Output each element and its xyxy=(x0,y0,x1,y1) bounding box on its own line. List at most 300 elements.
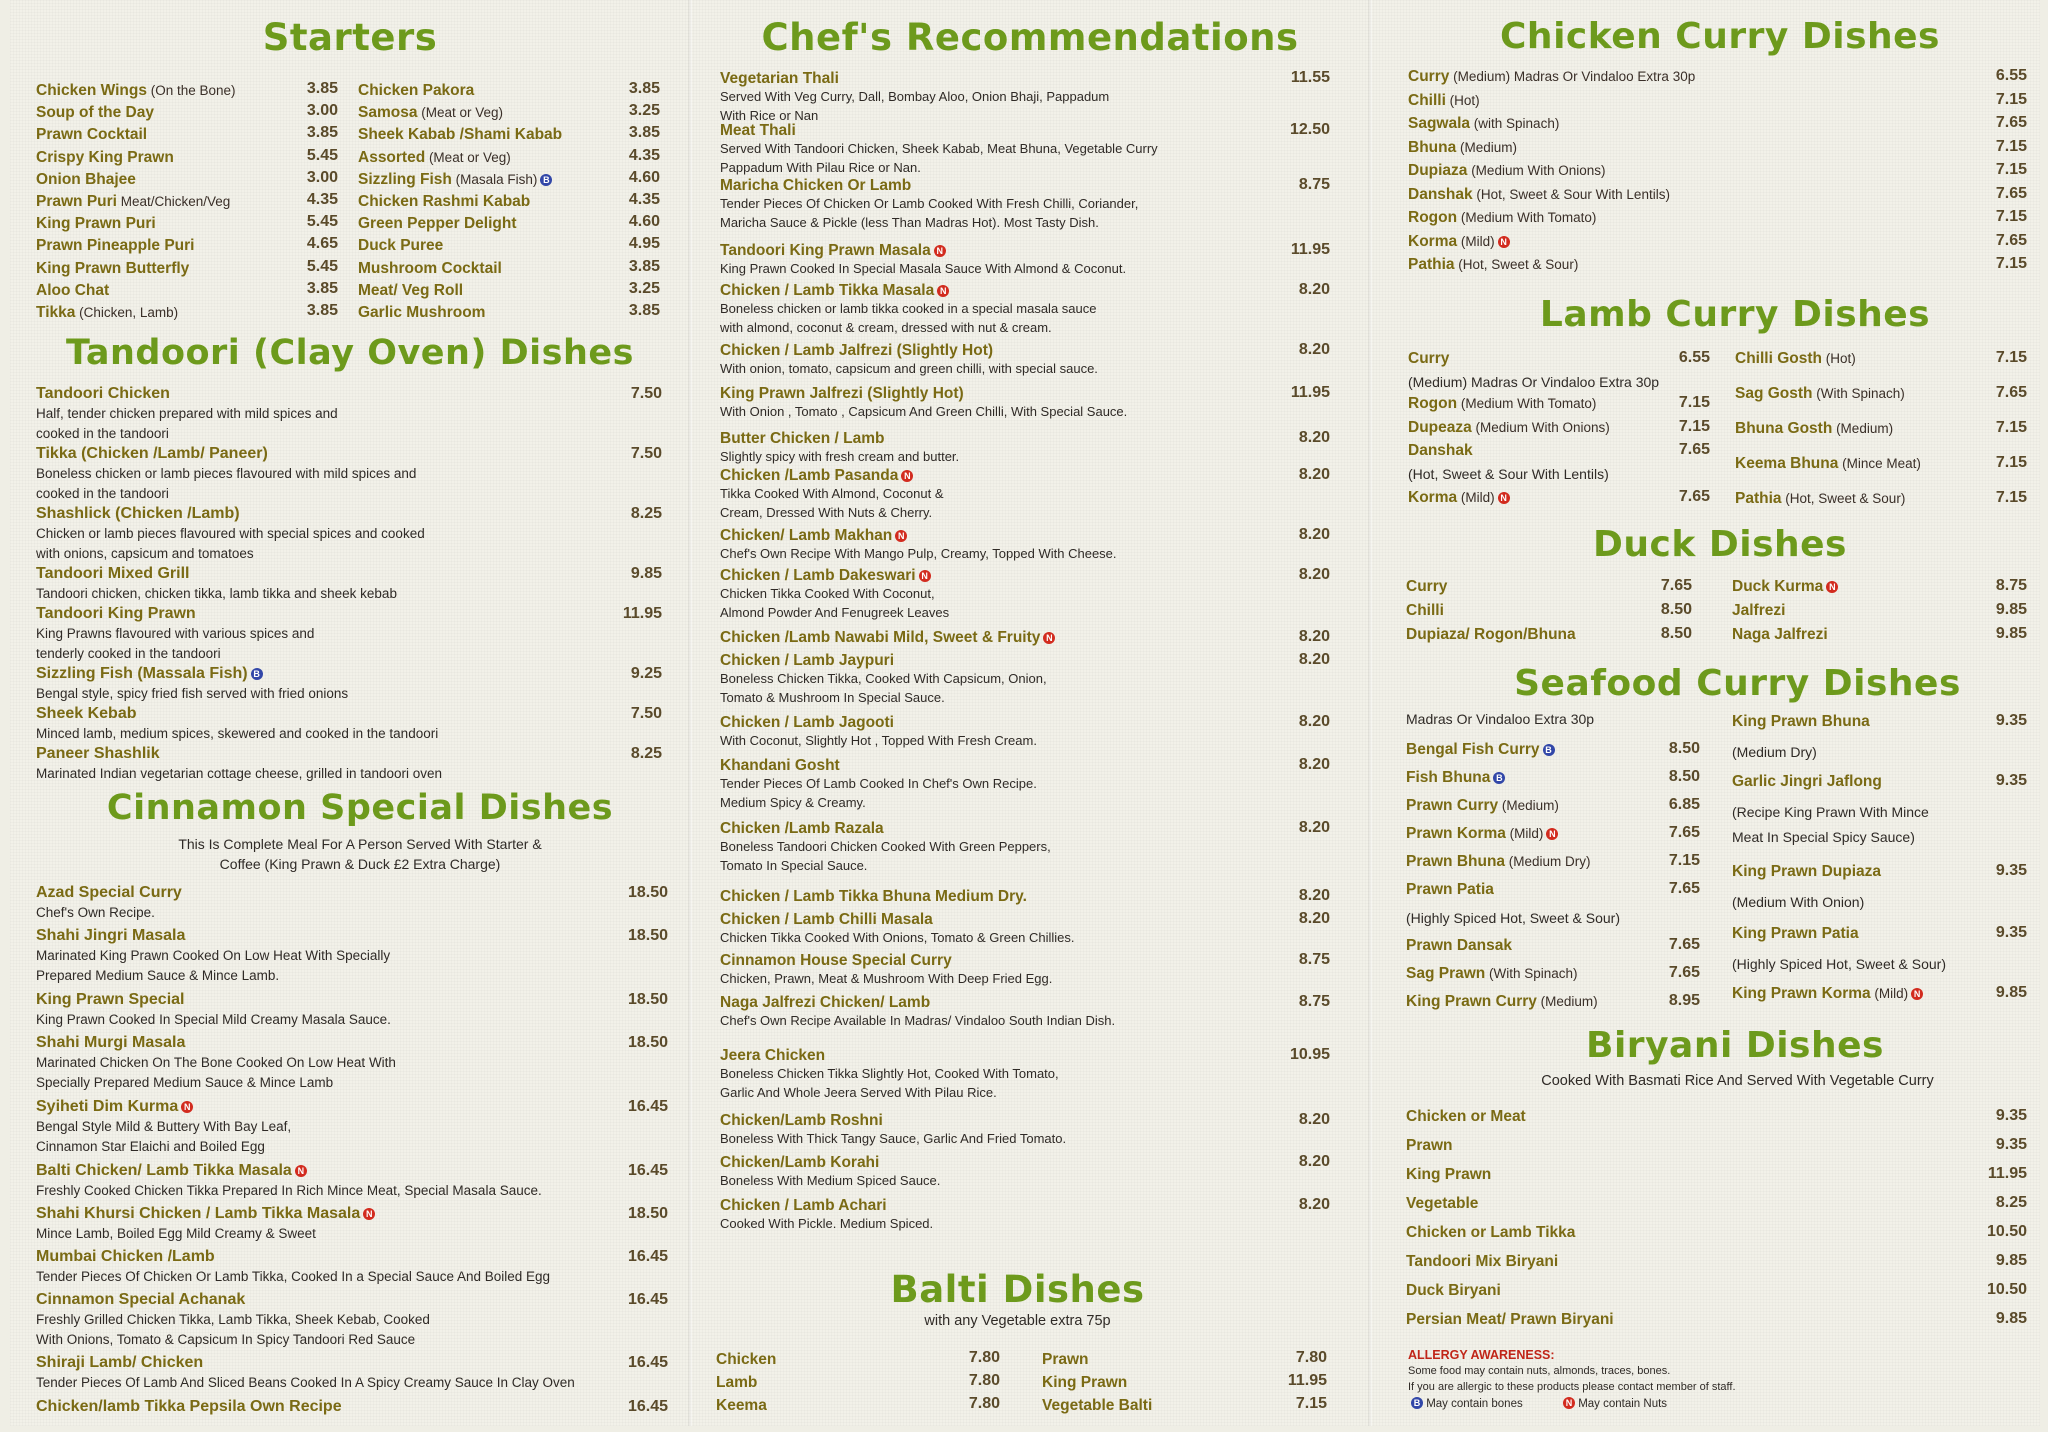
menu-item-price: 9.35 xyxy=(1995,772,2027,789)
menu-item-name: Dupiaza xyxy=(1408,162,1468,179)
menu-item-price: 5.45 xyxy=(306,213,338,231)
menu-item-price: 9.85 xyxy=(1995,625,2027,642)
menu-item-name: Maricha Chicken Or Lamb xyxy=(720,177,912,194)
menu-item-price: 6.55 xyxy=(1678,349,1710,366)
menu-item xyxy=(36,258,189,279)
menu-item xyxy=(1406,935,1512,956)
menu-item-name: King Prawn Jalfrezi (Slightly Hot) xyxy=(720,385,964,402)
menu-item-price: 9.85 xyxy=(630,565,662,582)
menu-item-description: Tomato In Special Sauce. xyxy=(720,858,868,873)
menu-item-name: Tandoori Mix Biryani xyxy=(1406,1253,1559,1270)
menu-item-price: 7.15 xyxy=(1995,349,2027,366)
menu-item-price: 8.20 xyxy=(1298,281,1330,298)
menu-item-note: (Medium With Onions) xyxy=(1467,163,1606,178)
allergy-legend-text: May contain bones xyxy=(1423,1398,1523,1410)
menu-item-note: (Medium With Onions) xyxy=(1471,420,1610,435)
menu-item-price: 7.80 xyxy=(1295,1349,1327,1366)
menu-item-description: Chicken, Prawn, Meat & Mushroom With Deep Fried Egg. xyxy=(720,971,1053,986)
menu-item-name: Vegetarian Thali xyxy=(720,70,839,87)
menu-item-note: (with Spinach) xyxy=(1470,116,1560,131)
menu-item xyxy=(1406,739,1555,760)
menu-item-name: Chicken Pakora xyxy=(358,82,475,99)
menu-item-note: (With Spinach) xyxy=(1812,386,1905,401)
menu-item-price: 18.50 xyxy=(627,991,668,1008)
menu-item-description: With onion, tomato, capsicum and green chilli, with special sauce. xyxy=(720,361,1098,376)
menu-item-description: Marinated King Prawn Cooked On Low Heat With Specially xyxy=(36,948,391,963)
menu-item xyxy=(358,191,530,212)
menu-item-name: Naga Jalfrezi xyxy=(1732,626,1828,643)
menu-item-price: 9.85 xyxy=(1995,1310,2027,1327)
menu-item-name: Chilli xyxy=(1408,91,1446,109)
menu-item-note: (Meat or Veg) xyxy=(417,105,503,121)
menu-item-name: Dupeaza xyxy=(1408,419,1472,436)
menu-item xyxy=(1406,851,1591,872)
menu-item-price: 5.45 xyxy=(306,257,338,275)
menu-item-name: Vegetable Balti xyxy=(1042,1397,1153,1414)
section-title-chef: Chef's Recommendations xyxy=(761,16,1299,59)
menu-item xyxy=(1735,488,1905,509)
menu-item xyxy=(1408,207,1596,228)
menu-item-name: King Prawn Bhuna xyxy=(1732,713,1870,730)
menu-item-name: Prawn Curry xyxy=(1406,797,1499,814)
menu-item-name: Chicken/Lamb Korahi xyxy=(720,1154,880,1171)
nut-allergy-icon: N xyxy=(895,530,907,542)
menu-item-price: 7.15 xyxy=(1995,454,2027,471)
menu-item-price: 16.45 xyxy=(627,1098,668,1115)
menu-item-note: Meat/Chicken/Veg xyxy=(116,194,231,209)
menu-item xyxy=(36,124,147,145)
menu-item-price: 3.00 xyxy=(306,168,338,186)
menu-item-note: (Mild) xyxy=(1870,986,1909,1001)
menu-item-description: Tandoori chicken, chicken tikka, lamb tikka and sheek kebab xyxy=(36,586,397,601)
menu-item-name: Chicken / Lamb Jagooti xyxy=(720,714,894,731)
menu-item-note: (Medium Dry) xyxy=(1732,744,1817,760)
menu-item xyxy=(36,169,136,190)
menu-item-description: Freshly Grilled Chicken Tikka, Lamb Tikka, Sheek Kebab, Cooked xyxy=(36,1312,430,1327)
menu-item-note: (With Spinach) xyxy=(1485,966,1578,981)
menu-item-name: Chilli Gosth xyxy=(1735,350,1822,367)
nut-allergy-icon: N xyxy=(1498,236,1510,248)
cinnamon-note: Coffee (King Prawn & Duck £2 Extra Charge) xyxy=(219,856,501,872)
menu-item-name: Meat/ Veg Roll xyxy=(358,281,464,299)
menu-item xyxy=(1408,160,1605,181)
menu-item-note: Meat In Special Spicy Sauce) xyxy=(1732,829,1915,845)
menu-item-price: 6.55 xyxy=(1995,67,2027,84)
menu-item-description: Tomato & Mushroom In Special Sauce. xyxy=(720,690,945,705)
menu-item-name: Assorted xyxy=(358,148,426,166)
menu-item xyxy=(1408,66,1695,87)
menu-item-name: Sheek Kabab /Shami Kabab xyxy=(358,126,563,144)
menu-item-name: Mushroom Cocktail xyxy=(358,259,502,277)
menu-item-description: Boneless chicken or lamb pieces flavoured with mild spices and xyxy=(36,466,417,481)
menu-item-price: 7.65 xyxy=(1668,824,1700,841)
menu-item-name: Danshak xyxy=(1408,442,1473,459)
menu-item-name: Onion Bhajee xyxy=(36,170,136,188)
menu-item-note: (Mince Meat) xyxy=(1838,456,1921,471)
nut-allergy-icon: N xyxy=(295,1165,307,1177)
menu-item-note: (Medium) xyxy=(1456,139,1517,155)
menu-item-name: Tandoori King Prawn Masala N xyxy=(720,240,946,261)
menu-item-description: King Prawns flavoured with various spices and xyxy=(36,626,315,641)
menu-item-note: (Hot) xyxy=(1821,351,1856,366)
menu-item-name: Cinnamon House Special Curry xyxy=(720,952,952,969)
menu-item-name: Curry xyxy=(1406,578,1448,595)
menu-item-description: Prepared Medium Sauce & Mince Lamb. xyxy=(36,968,280,983)
menu-item xyxy=(358,80,474,101)
menu-item-name: Chicken / Lamb Dakeswari N xyxy=(720,565,931,586)
nut-allergy-icon: N xyxy=(901,470,913,482)
section-title-starters: Starters xyxy=(262,16,438,59)
menu-item-description: Boneless Chicken Tikka Slightly Hot, Cooked With Tomato, xyxy=(720,1066,1059,1081)
menu-item-name: Pathia xyxy=(1735,490,1782,507)
menu-item-price: 8.20 xyxy=(1298,429,1330,446)
menu-item-price: 8.75 xyxy=(1298,176,1330,193)
menu-item-name: Shahi Khursi Chicken / Lamb Tikka Masala N xyxy=(36,1203,375,1224)
fish-bone-icon: B xyxy=(1543,744,1555,756)
nut-allergy-icon: N xyxy=(937,285,949,297)
menu-item-name: Balti Chicken/ Lamb Tikka Masala N xyxy=(36,1160,307,1181)
section-title-seafood: Seafood Curry Dishes xyxy=(1514,663,1961,704)
menu-item-note: (Medium With Tomato) xyxy=(1457,210,1597,225)
menu-item-name: Syiheti Dim Kurma N xyxy=(36,1096,193,1117)
nut-allergy-icon: N xyxy=(1498,492,1510,504)
menu-item xyxy=(1408,137,1517,158)
nut-allergy-icon: N xyxy=(1826,581,1838,593)
menu-item-price: 8.25 xyxy=(630,505,662,522)
menu-item-price: 3.85 xyxy=(306,80,338,97)
menu-item-description: Garlic And Whole Jeera Served With Pilau Rice. xyxy=(720,1085,997,1100)
menu-item-description: with almond, coconut & cream, dressed with nut & cream. xyxy=(720,320,1052,335)
menu-item-price: 7.15 xyxy=(1995,419,2027,436)
menu-item-name: Prawn Cocktail xyxy=(36,126,148,144)
menu-item-price: 9.85 xyxy=(1995,1252,2027,1269)
menu-item-name: Prawn xyxy=(1042,1351,1089,1368)
fish-bone-icon: B xyxy=(540,174,552,186)
menu-item-name: Sag Gosth xyxy=(1735,385,1813,402)
menu-item-price: 8.95 xyxy=(1668,992,1700,1009)
menu-item-description: tenderly cooked in the tandoori xyxy=(36,646,221,661)
menu-item-name: Duck Kurma N xyxy=(1732,576,1838,597)
menu-item-description: Chef's Own Recipe Available In Madras/ Vindaloo South Indian Dish. xyxy=(720,1013,1116,1028)
allergy-legend-fish xyxy=(1408,1394,1523,1414)
menu-item-price: 12.50 xyxy=(1289,121,1330,138)
menu-item-name: Shiraji Lamb/ Chicken xyxy=(36,1354,204,1371)
menu-item-price: 3.85 xyxy=(628,80,660,97)
menu-item-price: 4.65 xyxy=(306,235,338,253)
menu-item-description: cooked in the tandoori xyxy=(36,486,169,501)
menu-item-price: 8.20 xyxy=(1298,466,1330,483)
biryani-note: Cooked With Basmati Rice And Served With Vegetable Curry xyxy=(1541,1073,1934,1089)
allergy-legend-nuts xyxy=(1560,1394,1667,1414)
menu-item xyxy=(1408,393,1596,414)
menu-item xyxy=(36,302,178,323)
menu-item-description: Boneless Chicken Tikka, Cooked With Capsicum, Onion, xyxy=(720,671,1047,686)
menu-item-description: With Coconut, Slightly Hot , Topped With Fresh Cream. xyxy=(720,733,1037,748)
menu-item-price: 9.35 xyxy=(1995,712,2027,729)
menu-item-price: 3.85 xyxy=(628,302,660,319)
menu-item-name: Duck Biryani xyxy=(1406,1282,1501,1299)
menu-item-price: 4.60 xyxy=(628,168,660,186)
menu-item-description: Boneless chicken or lamb tikka cooked in a special masala sauce xyxy=(720,301,1097,316)
menu-item-name: Chicken Rashmi Kabab xyxy=(358,193,531,210)
menu-item-note: (Medium With Onion) xyxy=(1732,894,1865,910)
menu-item-price: 7.80 xyxy=(968,1395,1000,1412)
nut-allergy-icon: N xyxy=(1563,1397,1575,1409)
menu-item-price: 8.20 xyxy=(1298,1196,1330,1213)
menu-item-price: 11.95 xyxy=(622,605,662,622)
menu-item xyxy=(1732,861,1881,882)
menu-item xyxy=(1408,254,1578,275)
menu-item xyxy=(1408,440,1473,461)
fish-bone-icon: B xyxy=(1411,1397,1423,1409)
menu-item-note: (Masala Fish) xyxy=(451,171,538,187)
nut-allergy-icon: N xyxy=(363,1208,375,1220)
menu-item-description: Boneless With Thick Tangy Sauce, Garlic And Fried Tomato. xyxy=(720,1131,1067,1146)
menu-item xyxy=(1732,983,1923,1004)
section-title-lamb-curry: Lamb Curry Dishes xyxy=(1539,294,1931,335)
menu-item-name: Garlic Jingri Jaflong xyxy=(1732,773,1882,790)
menu-item xyxy=(358,235,443,256)
menu-item-description: Chicken Tikka Cooked With Onions, Tomato & Green Chillies. xyxy=(720,930,1075,945)
menu-item-price: 8.20 xyxy=(1298,566,1330,583)
menu-item-price: 16.45 xyxy=(627,1354,668,1371)
menu-item-description: Half, tender chicken prepared with mild spices and xyxy=(36,406,338,421)
menu-item-price: 7.65 xyxy=(1995,184,2027,202)
menu-item xyxy=(1735,348,1856,369)
menu-item-name: Cinnamon Special Achanak xyxy=(36,1291,246,1308)
menu-item xyxy=(36,80,236,101)
menu-item-note: (Mild) xyxy=(1457,490,1495,505)
menu-item xyxy=(1408,231,1510,252)
menu-item-description: cooked in the tandoori xyxy=(36,426,169,441)
menu-item-note: (Medium Dry) xyxy=(1505,854,1591,869)
allergy-line: If you are allergic to these products please contact member of staff. xyxy=(1408,1381,1736,1393)
menu-item-name: Shashlick (Chicken /Lamb) xyxy=(36,505,240,522)
menu-item-description: Chef's Own Recipe With Mango Pulp, Creamy, Topped With Cheese. xyxy=(720,546,1117,561)
menu-item-note: (On the Bone) xyxy=(146,83,236,98)
menu-item-description: With Onions, Tomato & Capsicum In Spicy Tandoori Red Sauce xyxy=(36,1332,416,1347)
section-title-tandoori: Tandoori (Clay Oven) Dishes xyxy=(66,333,634,373)
menu-item-price: 7.65 xyxy=(1995,231,2027,249)
menu-item xyxy=(1735,453,1921,474)
menu-item-name: Bhuna Gosth xyxy=(1735,420,1833,437)
menu-item xyxy=(358,147,511,168)
menu-item-name: Azad Special Curry xyxy=(36,884,182,901)
menu-item-name: King Prawn xyxy=(1042,1374,1128,1391)
menu-item-price: 7.65 xyxy=(1995,384,2027,401)
menu-item-price: 8.50 xyxy=(1660,601,1692,618)
menu-item-price: 7.15 xyxy=(1678,418,1710,435)
menu-item-note: (Hot, Sweet & Sour) xyxy=(1454,257,1579,272)
allergy-line: Some food may contain nuts, almonds, traces, bones. xyxy=(1408,1365,1671,1377)
menu-item-name: Chicken / Lamb Tikka Bhuna Medium Dry. xyxy=(720,888,1027,905)
section-title-biryani: Biryani Dishes xyxy=(1586,1025,1884,1066)
menu-item-price: 8.20 xyxy=(1298,713,1330,730)
menu-item-description: with onions, capsicum and tomatoes xyxy=(36,546,254,561)
menu-item xyxy=(36,235,195,256)
menu-item-price: 10.50 xyxy=(1986,1281,2027,1298)
menu-item-description: Marinated Chicken On The Bone Cooked On Low Heat With xyxy=(36,1055,396,1070)
menu-item-description: Boneless With Medium Spiced Sauce. xyxy=(720,1173,941,1188)
nut-allergy-icon: N xyxy=(919,570,931,582)
menu-item-description: Tender Pieces Of Lamb Cooked In Chef's Own Recipe. xyxy=(720,776,1037,791)
menu-item-price: 11.95 xyxy=(1987,1165,2027,1182)
menu-item-name: Dupiaza/ Rogon/Bhuna xyxy=(1406,626,1576,643)
menu-item-price: 8.20 xyxy=(1298,887,1330,904)
menu-item-note: (Medium) xyxy=(1832,421,1894,436)
menu-item-price: 4.35 xyxy=(306,191,338,208)
menu-item-name: Lamb xyxy=(716,1374,758,1391)
menu-item-description: With Rice or Nan xyxy=(720,108,819,123)
menu-item-name: King Prawn Special xyxy=(36,991,185,1008)
menu-item-description: Tender Pieces Of Lamb And Sliced Beans Cooked In A Spicy Creamy Sauce In Clay Oven xyxy=(36,1375,575,1390)
menu-item xyxy=(1408,487,1510,508)
menu-item-price: 8.20 xyxy=(1298,526,1330,543)
menu-item-name: Chicken /Lamb Nawabi Mild, Sweet & Fruity N xyxy=(720,627,1055,648)
menu-item-name: Curry xyxy=(1408,68,1450,85)
menu-item-name: Prawn Patia xyxy=(1406,881,1494,898)
section-title-duck: Duck Dishes xyxy=(1593,524,1847,565)
menu-item-description: Tender Pieces Of Chicken Or Lamb Tikka, Cooked In a Special Sauce And Boiled Egg xyxy=(36,1269,551,1284)
menu-item-name: Chicken Wings xyxy=(36,82,147,99)
seafood-note: Madras Or Vindaloo Extra 30p xyxy=(1406,711,1595,727)
menu-item-note: (Hot, Sweet & Sour With Lentils) xyxy=(1472,186,1670,202)
menu-item xyxy=(1408,90,1480,111)
menu-item-name: Aloo Chat xyxy=(36,281,110,299)
menu-item-price: 7.15 xyxy=(1995,255,2027,272)
menu-item-name: Chicken/Lamb Roshni xyxy=(720,1112,883,1129)
menu-item xyxy=(1408,348,1449,369)
nut-allergy-icon: N xyxy=(1043,632,1055,644)
nut-allergy-icon: N xyxy=(1546,828,1558,840)
menu-item-price: 7.15 xyxy=(1995,489,2027,506)
menu-item xyxy=(1732,711,1870,732)
nut-allergy-icon: N xyxy=(934,245,946,257)
menu-item-name: Mumbai Chicken /Lamb xyxy=(36,1248,215,1265)
menu-item-price: 7.65 xyxy=(1668,880,1700,897)
menu-item-name: Chicken or Meat xyxy=(1406,1108,1526,1125)
menu-item-price: 3.85 xyxy=(306,124,338,142)
menu-item-price: 7.15 xyxy=(1995,208,2027,225)
menu-item-name: Bengal Fish Curry xyxy=(1406,741,1540,758)
menu-item-name: Prawn Korma xyxy=(1406,825,1506,842)
menu-item-price: 3.25 xyxy=(628,102,660,120)
menu-item-name: Samosa xyxy=(358,104,418,122)
menu-item-description: Served With Tandoori Chicken, Sheek Kabab, Meat Bhuna, Vegetable Curry xyxy=(720,141,1158,156)
menu-item-price: 8.20 xyxy=(1298,1153,1330,1170)
menu-item-price: 16.45 xyxy=(627,1398,668,1415)
menu-item-name: Sizzling Fish xyxy=(358,170,452,188)
menu-item-price: 7.65 xyxy=(1668,936,1700,953)
menu-item-note: (Medium) xyxy=(1498,798,1559,813)
menu-item-price: 9.35 xyxy=(1995,924,2027,941)
menu-item-note: (Medium) Madras Or Vindaloo Extra 30p xyxy=(1408,374,1660,390)
menu-item-name: Bhuna xyxy=(1408,138,1457,156)
menu-item-name: Sag Prawn xyxy=(1406,965,1486,982)
menu-item-description: Bengal Style Mild & Buttery With Bay Leaf, xyxy=(36,1119,292,1134)
menu-item-price: 3.85 xyxy=(628,124,660,142)
menu-item-description: Freshly Cooked Chicken Tikka Prepared In Rich Mince Meat, Special Masala Sauce. xyxy=(36,1183,542,1198)
menu-item-name: Chicken / Lamb Jalfrezi (Slightly Hot) xyxy=(720,342,994,359)
menu-item-description: Tender Pieces Of Chicken Or Lamb Cooked With Fresh Chilli, Coriander, xyxy=(720,196,1139,211)
menu-item-name: King Prawn Curry xyxy=(1406,993,1537,1010)
menu-item xyxy=(36,191,230,212)
menu-item-price: 7.80 xyxy=(968,1349,1000,1366)
menu-item-price: 11.95 xyxy=(1287,1372,1327,1389)
menu-item-name: Persian Meat/ Prawn Biryani xyxy=(1406,1311,1614,1328)
menu-item xyxy=(1732,923,1859,944)
menu-item-price: 18.50 xyxy=(627,884,668,901)
menu-item-name: Duck Puree xyxy=(358,237,444,255)
menu-item-description: Medium Spicy & Creamy. xyxy=(720,795,866,810)
allergy-title: ALLERGY AWARENESS: xyxy=(1408,1348,1555,1362)
menu-item-name: Vegetable xyxy=(1406,1195,1479,1212)
menu-item-note: (Highly Spiced Hot, Sweet & Sour) xyxy=(1732,956,1946,972)
menu-item xyxy=(36,213,156,234)
menu-item xyxy=(1408,184,1670,205)
menu-item-name: King Prawn Patia xyxy=(1732,925,1859,942)
menu-item-name: Sagwala xyxy=(1408,115,1471,132)
menu-item-name: Chicken /Lamb Razala xyxy=(720,820,884,837)
menu-item-price: 7.50 xyxy=(630,385,662,402)
menu-item-name: Naga Jalfrezi Chicken/ Lamb xyxy=(720,994,931,1011)
menu-item-name: Chicken / Lamb Jaypuri xyxy=(720,652,894,669)
menu-item-name: Chicken xyxy=(716,1351,777,1368)
menu-item-price: 3.85 xyxy=(306,302,338,319)
menu-item-price: 11.95 xyxy=(1290,384,1330,401)
menu-item-name: Fish Bhuna xyxy=(1406,769,1491,786)
menu-item-name: Rogon xyxy=(1408,209,1458,226)
menu-item-price: 9.35 xyxy=(1995,1107,2027,1124)
menu-item-price: 4.95 xyxy=(628,235,660,253)
menu-item-description: Cream, Dressed With Nuts & Cherry. xyxy=(720,505,933,520)
menu-item-name: Jeera Chicken xyxy=(720,1047,826,1064)
menu-item xyxy=(1408,113,1559,134)
menu-item-name: King Prawn Dupiaza xyxy=(1732,863,1881,880)
menu-item xyxy=(1406,767,1505,788)
menu-item-price: 7.80 xyxy=(968,1372,1000,1389)
menu-item-price: 7.50 xyxy=(630,705,662,722)
menu-item-name: Garlic Mushroom xyxy=(358,304,486,321)
menu-item-price: 16.45 xyxy=(627,1248,668,1265)
menu-item-name: Crispy King Prawn xyxy=(36,148,174,166)
menu-item-description: Specially Prepared Medium Sauce & Mince Lamb xyxy=(36,1075,334,1090)
menu-item-note: (Recipe King Prawn With Mince xyxy=(1732,804,1929,820)
menu-item-description: Almond Powder And Fenugreek Leaves xyxy=(720,605,950,620)
menu-item-description: Chicken or lamb pieces flavoured with special spices and cooked xyxy=(36,526,425,541)
menu-item-price: 9.25 xyxy=(630,665,662,682)
menu-item xyxy=(36,147,174,168)
menu-item-name: Khandani Gosht xyxy=(720,757,840,774)
section-title-chicken-curry: Chicken Curry Dishes xyxy=(1500,16,1940,57)
menu-item-description: Bengal style, spicy fried fish served with fried onions xyxy=(36,686,349,701)
menu-item-description: Served With Veg Curry, Dall, Bombay Aloo, Onion Bhaji, Pappadum xyxy=(720,89,1110,104)
menu-item-price: 4.60 xyxy=(628,213,660,231)
menu-item-price: 3.25 xyxy=(628,279,660,297)
menu-item-price: 7.15 xyxy=(1995,161,2027,178)
menu-item-name: Chicken /Lamb Pasanda N xyxy=(720,465,913,486)
menu-item-price: 8.20 xyxy=(1298,628,1330,645)
menu-item-description: Marinated Indian vegetarian cottage cheese, grilled in tandoori oven xyxy=(36,766,443,781)
menu-item-price: 8.25 xyxy=(630,745,662,762)
menu-item-name: Keema Bhuna xyxy=(1735,455,1839,472)
menu-item-name: Tandoori Chicken xyxy=(36,385,170,402)
menu-item-price: 8.20 xyxy=(1298,341,1330,358)
menu-item-name: Prawn Bhuna xyxy=(1406,853,1506,870)
menu-item-price: 18.50 xyxy=(627,1034,668,1051)
menu-item xyxy=(358,302,485,323)
fold-line xyxy=(688,0,692,1426)
